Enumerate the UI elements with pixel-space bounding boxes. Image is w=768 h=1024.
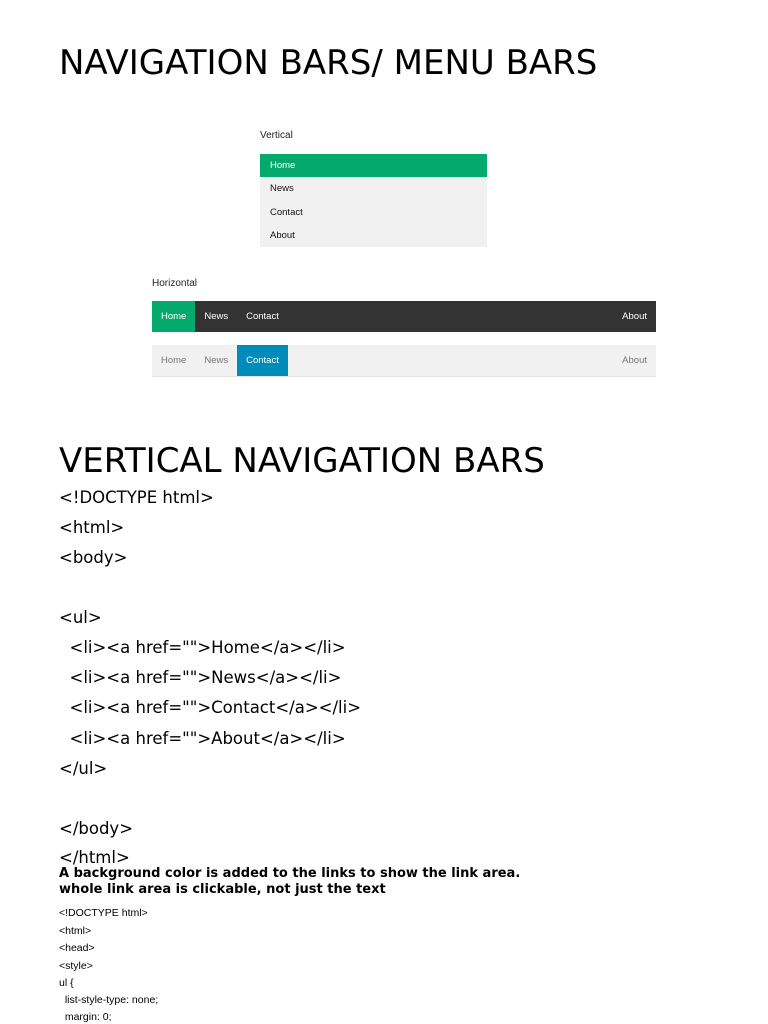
dark-item-home[interactable]: Home bbox=[152, 301, 195, 332]
horizontal-light-bar bbox=[152, 345, 656, 377]
code-line: <li><a href="">Contact</a></li> bbox=[59, 698, 362, 717]
dark-bar-spacer bbox=[288, 301, 613, 332]
code-line: </ul> bbox=[59, 759, 108, 778]
light-item-contact[interactable]: Contact bbox=[237, 345, 288, 376]
small-code-line: <head> bbox=[59, 942, 95, 954]
dark-item-contact[interactable]: Contact bbox=[246, 311, 279, 322]
small-code-line: <style> bbox=[59, 960, 93, 972]
vertical-item-about[interactable]: About bbox=[270, 229, 295, 241]
light-bar-spacer bbox=[288, 345, 613, 376]
code-line: </body> bbox=[59, 819, 134, 838]
code-line: <li><a href="">About</a></li> bbox=[59, 729, 346, 748]
code-line: <!DOCTYPE html> bbox=[59, 488, 214, 507]
light-item-home[interactable]: Home bbox=[161, 355, 187, 366]
small-code-line: list-style-type: none; bbox=[59, 994, 159, 1006]
small-code-line: margin: 0; bbox=[59, 1011, 112, 1023]
note-line-1: A background color is added to the links to show the link area. bbox=[59, 866, 521, 881]
horizontal-dark-bar bbox=[152, 301, 656, 332]
note-text bbox=[59, 866, 520, 898]
code-line: <html> bbox=[59, 518, 125, 537]
vertical-item-news[interactable]: News bbox=[270, 183, 294, 195]
note-line-2: whole link area is clickable, not just the text bbox=[59, 882, 386, 897]
light-item-news[interactable]: News bbox=[204, 355, 229, 366]
horizontal-label: Horizontal bbox=[152, 278, 198, 289]
dark-item-about[interactable]: About bbox=[622, 311, 647, 322]
section-title: VERTICAL NAVIGATION BARS bbox=[59, 441, 545, 481]
page-title: NAVIGATION BARS/ MENU BARS bbox=[59, 43, 598, 83]
small-code-line: <!DOCTYPE html> bbox=[59, 907, 148, 919]
dark-item-news[interactable]: News bbox=[204, 311, 229, 322]
code-line: <li><a href="">Home</a></li> bbox=[59, 638, 346, 657]
small-code-line: <html> bbox=[59, 925, 92, 937]
small-code-line: ul { bbox=[59, 977, 74, 989]
vertical-menu bbox=[260, 154, 487, 247]
code-line: <li><a href="">News</a></li> bbox=[59, 668, 342, 687]
vertical-item-contact[interactable]: Contact bbox=[270, 206, 303, 218]
light-item-about[interactable]: About bbox=[622, 355, 647, 366]
code-line: <ul> bbox=[59, 608, 102, 627]
code-line: </html> bbox=[59, 848, 130, 867]
vertical-item-home[interactable]: Home bbox=[260, 154, 487, 177]
code-line: <body> bbox=[59, 548, 128, 567]
vertical-label: Vertical bbox=[260, 130, 293, 141]
